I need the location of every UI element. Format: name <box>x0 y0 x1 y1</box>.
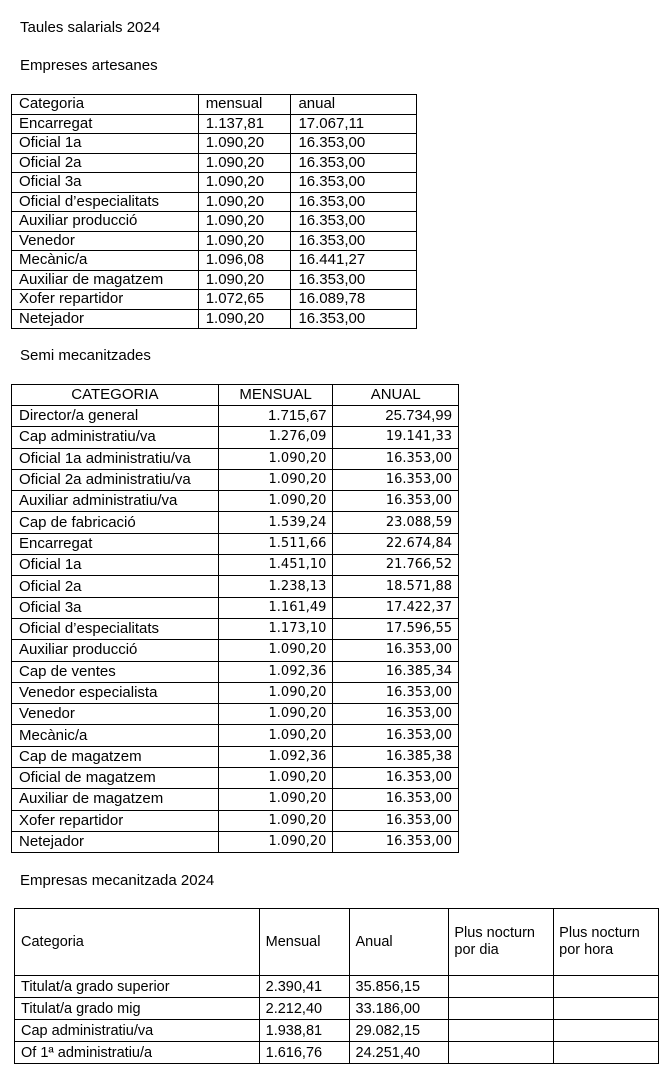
category-cell: Auxiliar de magatzem <box>12 270 199 290</box>
category-cell: Mecànic/a <box>12 725 219 746</box>
category-cell: Netejador <box>12 831 219 852</box>
table-row <box>15 998 659 1020</box>
category-cell: Oficial d’especialitats <box>12 618 219 639</box>
table-row <box>15 1020 659 1042</box>
table-row <box>12 469 459 490</box>
value-cell: 16.353,00 <box>333 810 459 831</box>
value-cell <box>554 1042 659 1064</box>
value-cell: 1.276,09 <box>218 427 333 448</box>
value-cell: 1.090,20 <box>218 831 333 852</box>
category-cell: Venedor <box>12 231 199 251</box>
category-cell: Oficial 1a <box>12 555 219 576</box>
value-cell: 1.238,13 <box>218 576 333 597</box>
column-header: Anual <box>349 909 449 976</box>
column-header: ANUAL <box>333 385 459 406</box>
value-cell <box>554 998 659 1020</box>
table-artesanes <box>11 94 417 329</box>
table-row <box>12 114 417 134</box>
value-cell: 16.353,00 <box>333 789 459 810</box>
table-row <box>12 533 459 554</box>
value-cell: 16.353,00 <box>291 231 417 251</box>
value-cell <box>449 1042 554 1064</box>
table-row <box>12 576 459 597</box>
table-row <box>12 789 459 810</box>
value-cell: 16.353,00 <box>333 448 459 469</box>
table-semi-mecanitzades <box>11 384 459 853</box>
value-cell: 1.092,36 <box>218 746 333 767</box>
value-cell: 1.090,20 <box>218 448 333 469</box>
value-cell: 1.616,76 <box>259 1042 349 1064</box>
value-cell: 17.596,55 <box>333 618 459 639</box>
category-cell: Titulat/a grado superior <box>15 976 260 998</box>
category-cell: Cap de fabricació <box>12 512 219 533</box>
value-cell <box>554 1020 659 1042</box>
column-header: Mensual <box>259 909 349 976</box>
category-cell: Oficial 3a <box>12 597 219 618</box>
value-cell: 25.734,99 <box>333 406 459 427</box>
value-cell: 16.353,00 <box>291 134 417 154</box>
category-cell: Cap de magatzem <box>12 746 219 767</box>
section-title-semi: Semi mecanitzades <box>20 347 151 364</box>
category-cell: Oficial 3a <box>12 173 199 193</box>
value-cell: 1.137,81 <box>198 114 291 134</box>
category-cell: Mecànic/a <box>12 251 199 271</box>
table-row <box>12 270 417 290</box>
value-cell: 1.090,20 <box>218 810 333 831</box>
table-row <box>12 555 459 576</box>
value-cell: 1.090,20 <box>218 725 333 746</box>
category-cell: Cap administratiu/va <box>15 1020 260 1042</box>
header-row <box>12 95 417 115</box>
category-cell: Auxiliar de magatzem <box>12 789 219 810</box>
value-cell: 1.173,10 <box>218 618 333 639</box>
value-cell: 1.090,20 <box>198 231 291 251</box>
column-header: anual <box>291 95 417 115</box>
section-title-mecanitzada: Empresas mecanitzada 2024 <box>20 872 215 889</box>
value-cell: 16.353,00 <box>333 768 459 789</box>
value-cell: 1.090,20 <box>198 153 291 173</box>
category-cell: Oficial 2a administratiu/va <box>12 469 219 490</box>
value-cell: 1.451,10 <box>218 555 333 576</box>
value-cell: 16.441,27 <box>291 251 417 271</box>
value-cell: 1.090,20 <box>198 270 291 290</box>
value-cell: 16.353,00 <box>333 491 459 512</box>
table-row <box>12 768 459 789</box>
category-cell: Encarregat <box>12 533 219 554</box>
table-row <box>15 1042 659 1064</box>
value-cell: 1.161,49 <box>218 597 333 618</box>
table-row <box>12 640 459 661</box>
value-cell: 1.090,20 <box>198 173 291 193</box>
value-cell: 2.212,40 <box>259 998 349 1020</box>
value-cell: 16.353,00 <box>291 309 417 329</box>
value-cell: 1.090,20 <box>198 192 291 212</box>
value-cell <box>449 998 554 1020</box>
table-row <box>12 491 459 512</box>
category-cell: Auxiliar producció <box>12 640 219 661</box>
table-row <box>12 192 417 212</box>
value-cell: 16.353,00 <box>291 153 417 173</box>
value-cell: 1.090,20 <box>218 640 333 661</box>
value-cell: 24.251,40 <box>349 1042 449 1064</box>
table-row <box>12 134 417 154</box>
value-cell: 1.090,20 <box>218 789 333 810</box>
table-row <box>12 173 417 193</box>
value-cell: 16.353,00 <box>291 270 417 290</box>
column-header: Categoria <box>15 909 260 976</box>
table-row <box>15 976 659 998</box>
table-row <box>12 251 417 271</box>
category-cell: Of 1ª administratiu/a <box>15 1042 260 1064</box>
value-cell <box>449 976 554 998</box>
value-cell: 1.096,08 <box>198 251 291 271</box>
table-row <box>12 704 459 725</box>
category-cell: Auxiliar administratiu/va <box>12 491 219 512</box>
category-cell: Cap de ventes <box>12 661 219 682</box>
table-row <box>12 153 417 173</box>
value-cell: 16.353,00 <box>333 640 459 661</box>
page-title: Taules salarials 2024 <box>20 19 161 36</box>
value-cell: 16.353,00 <box>333 725 459 746</box>
value-cell: 1.938,81 <box>259 1020 349 1042</box>
table-row <box>12 309 417 329</box>
column-header: Plus nocturn por hora <box>554 909 659 976</box>
category-cell: Oficial 1a <box>12 134 199 154</box>
value-cell: 29.082,15 <box>349 1020 449 1042</box>
value-cell <box>449 1020 554 1042</box>
category-cell: Xofer repartidor <box>12 810 219 831</box>
table-row <box>12 427 459 448</box>
value-cell: 18.571,88 <box>333 576 459 597</box>
value-cell: 22.674,84 <box>333 533 459 554</box>
column-header: Categoria <box>12 95 199 115</box>
category-cell: Netejador <box>12 309 199 329</box>
column-header: Plus nocturn por dia <box>449 909 554 976</box>
value-cell: 21.766,52 <box>333 555 459 576</box>
value-cell: 17.067,11 <box>291 114 417 134</box>
value-cell: 16.353,00 <box>333 704 459 725</box>
value-cell: 1.072,65 <box>198 290 291 310</box>
column-header: MENSUAL <box>218 385 333 406</box>
value-cell: 17.422,37 <box>333 597 459 618</box>
header-row <box>12 385 459 406</box>
table-row <box>12 746 459 767</box>
value-cell: 1.511,66 <box>218 533 333 554</box>
category-cell: Oficial 2a <box>12 153 199 173</box>
value-cell: 1.090,20 <box>198 309 291 329</box>
value-cell: 16.353,00 <box>333 682 459 703</box>
table-row <box>12 448 459 469</box>
value-cell: 35.856,15 <box>349 976 449 998</box>
table-row <box>12 512 459 533</box>
value-cell: 1.715,67 <box>218 406 333 427</box>
value-cell: 19.141,33 <box>333 427 459 448</box>
table-row <box>12 597 459 618</box>
value-cell: 1.090,20 <box>218 768 333 789</box>
category-cell: Oficial 1a administratiu/va <box>12 448 219 469</box>
table-row <box>12 725 459 746</box>
value-cell: 16.353,00 <box>333 831 459 852</box>
value-cell: 16.089,78 <box>291 290 417 310</box>
value-cell: 2.390,41 <box>259 976 349 998</box>
column-header: mensual <box>198 95 291 115</box>
value-cell: 1.090,20 <box>198 212 291 232</box>
table-row <box>12 231 417 251</box>
section-title-artesanes: Empreses artesanes <box>20 57 158 74</box>
category-cell: Director/a general <box>12 406 219 427</box>
value-cell: 1.090,20 <box>218 491 333 512</box>
value-cell: 16.353,00 <box>333 469 459 490</box>
value-cell: 1.090,20 <box>218 682 333 703</box>
value-cell: 1.539,24 <box>218 512 333 533</box>
value-cell: 16.353,00 <box>291 192 417 212</box>
category-cell: Encarregat <box>12 114 199 134</box>
value-cell: 16.385,38 <box>333 746 459 767</box>
table-row <box>12 618 459 639</box>
table-row <box>12 831 459 852</box>
category-cell: Cap administratiu/va <box>12 427 219 448</box>
value-cell: 23.088,59 <box>333 512 459 533</box>
value-cell: 1.090,20 <box>218 469 333 490</box>
value-cell: 1.092,36 <box>218 661 333 682</box>
value-cell: 16.385,34 <box>333 661 459 682</box>
value-cell <box>554 976 659 998</box>
category-cell: Oficial 2a <box>12 576 219 597</box>
category-cell: Xofer repartidor <box>12 290 199 310</box>
header-row <box>15 909 659 976</box>
value-cell: 16.353,00 <box>291 173 417 193</box>
value-cell: 1.090,20 <box>218 704 333 725</box>
category-cell: Venedor <box>12 704 219 725</box>
category-cell: Oficial de magatzem <box>12 768 219 789</box>
table-mecanitzada <box>14 908 659 1064</box>
category-cell: Venedor especialista <box>12 682 219 703</box>
value-cell: 16.353,00 <box>291 212 417 232</box>
table-row <box>12 810 459 831</box>
table-row <box>12 661 459 682</box>
column-header: CATEGORIA <box>12 385 219 406</box>
table-row <box>12 406 459 427</box>
table-row <box>12 212 417 232</box>
table-row <box>12 290 417 310</box>
table-row <box>12 682 459 703</box>
category-cell: Auxiliar producció <box>12 212 199 232</box>
value-cell: 33.186,00 <box>349 998 449 1020</box>
category-cell: Oficial d’especialitats <box>12 192 199 212</box>
value-cell: 1.090,20 <box>198 134 291 154</box>
category-cell: Titulat/a grado mig <box>15 998 260 1020</box>
